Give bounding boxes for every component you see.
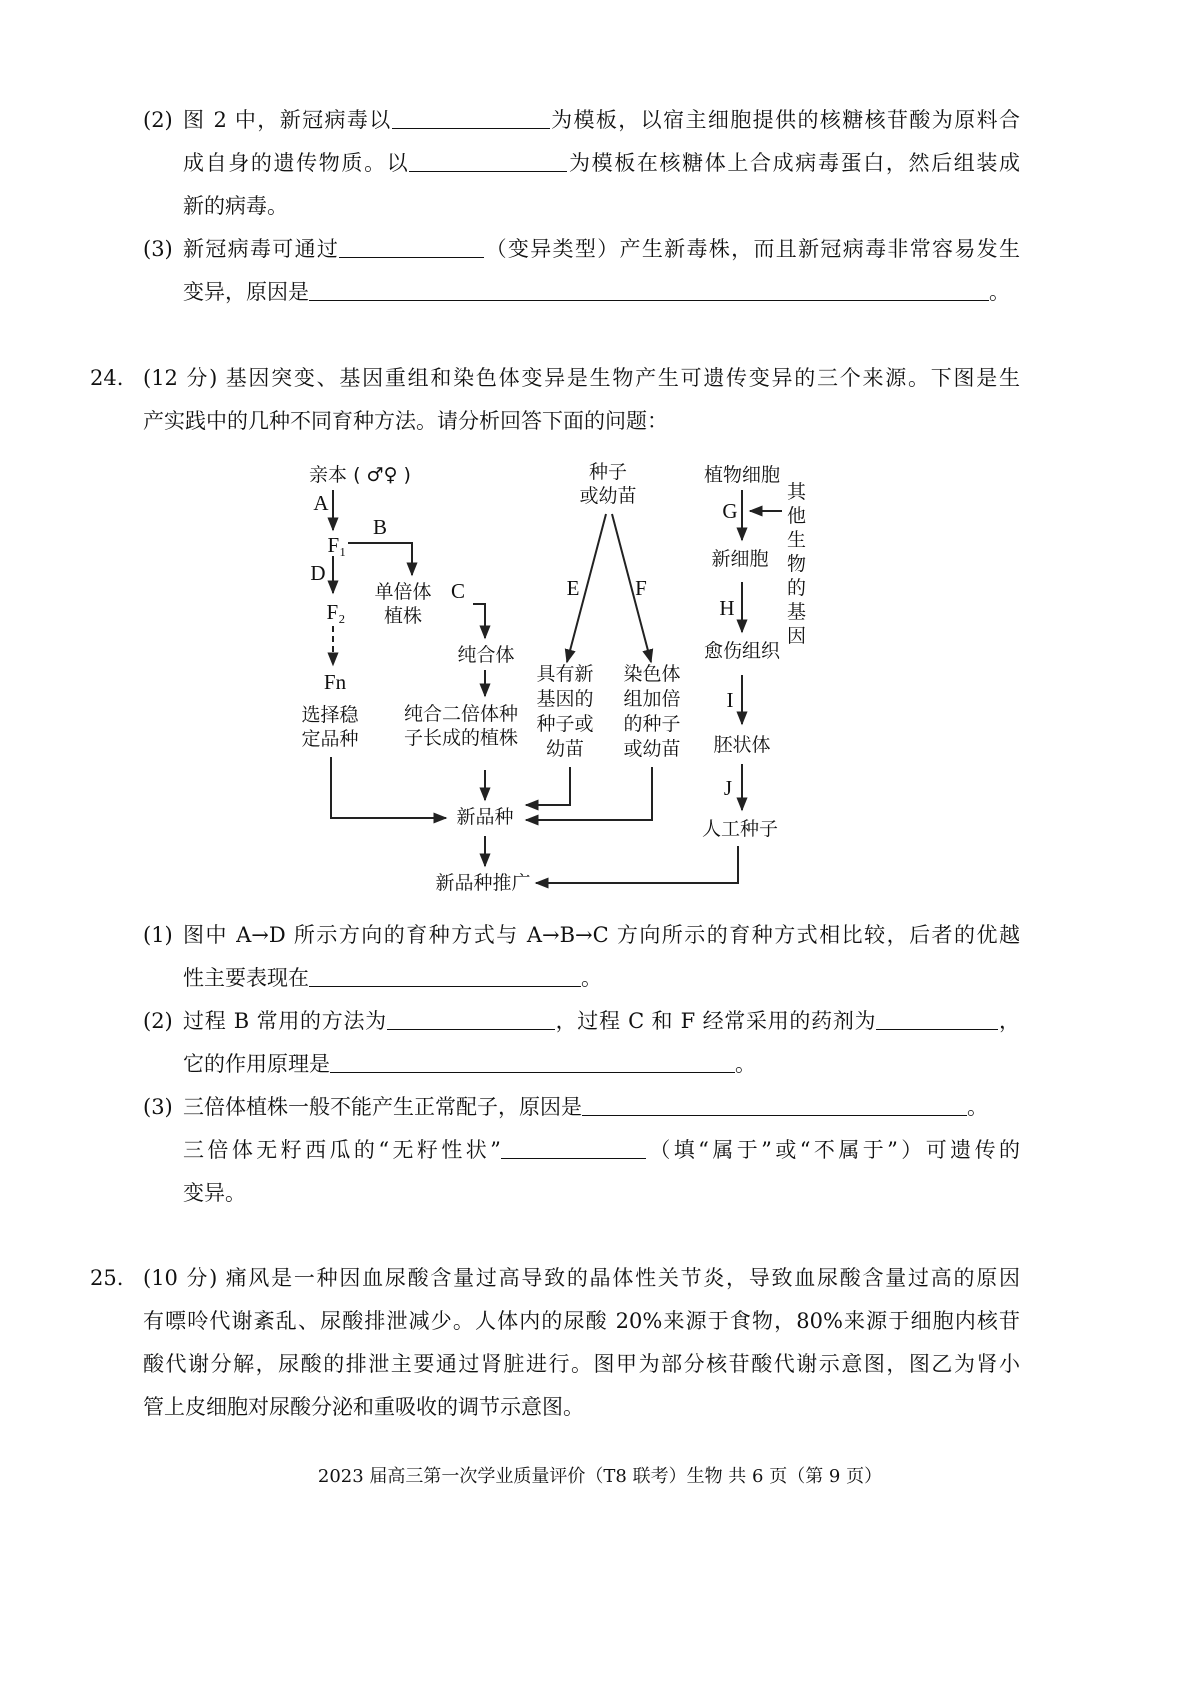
text: 选择稳 bbox=[301, 704, 359, 726]
label-diploid bbox=[404, 702, 518, 750]
page-footer: 2023 届高三第一次学业质量评价（T8 联考）生物 共 6 页（第 9 页） bbox=[317, 1466, 883, 1487]
label-callus: 愈伤组织 bbox=[703, 640, 781, 662]
label-F2: F₂ bbox=[326, 600, 346, 624]
answer-blank[interactable] bbox=[876, 1007, 998, 1030]
text: 幼苗 bbox=[545, 738, 585, 760]
label-F1: F₁ bbox=[327, 533, 347, 557]
text: 定品种 bbox=[301, 728, 359, 750]
text: 的种子 bbox=[623, 713, 681, 735]
text: 三倍体无籽西瓜的“无籽性状” bbox=[183, 1138, 501, 1162]
q24-line-1: (12 分) 基因突变、基因重组和染色体变异是生物产生可遗传变异的三个来源。下图是生 bbox=[143, 366, 1020, 390]
label-seed bbox=[579, 460, 636, 508]
label-embryoid: 胚状体 bbox=[713, 734, 771, 756]
text: 。 bbox=[735, 1052, 756, 1076]
text: 子长成的植株 bbox=[403, 727, 519, 749]
text: 或幼苗 bbox=[579, 485, 637, 507]
text: 基因的 bbox=[536, 688, 594, 710]
label-plant-cell: 植物细胞 bbox=[703, 464, 781, 486]
sub-question-number: (1) bbox=[143, 923, 173, 947]
q24-2-line-2 bbox=[183, 1049, 1020, 1079]
text: 。 bbox=[967, 1095, 988, 1119]
label-select bbox=[301, 703, 358, 751]
text: 植株 bbox=[383, 605, 423, 627]
text: 为模板，以宿主细胞提供的核糖核苷酸为原料合 bbox=[549, 108, 1021, 132]
arrow-newgene bbox=[526, 767, 570, 805]
text: 种子 bbox=[588, 461, 628, 483]
label-artificial-seed: 人工种子 bbox=[701, 818, 779, 840]
text: 染色体 bbox=[623, 663, 681, 685]
label-G: G bbox=[722, 499, 738, 523]
text: ，过程 C 和 F 经常采用的药剂为 bbox=[554, 1009, 877, 1033]
q25-line-3: 酸代谢分解，尿酸的排泄主要通过肾脏进行。图甲为部分核苷酸代谢示意图，图乙为肾小 bbox=[143, 1352, 1020, 1376]
text: 。 bbox=[989, 280, 1010, 304]
question-number: 25. bbox=[90, 1266, 124, 1290]
text: 变异，原因是 bbox=[183, 280, 309, 304]
q24-1-line-1: 图中 A→D 所示方向的育种方式与 A→B→C 方向所示的育种方式相比较，后者的优越 bbox=[183, 923, 1020, 947]
q24-3-line-3: 变异。 bbox=[183, 1181, 246, 1205]
q25-line-1: (10 分) 痛风是一种因血尿酸含量过高导致的晶体性关节炎，导致血尿酸含量过高的原因 bbox=[143, 1266, 1020, 1290]
label-new-cell: 新细胞 bbox=[711, 548, 769, 570]
sub-question-number: (3) bbox=[143, 237, 173, 261]
q25-line-4: 管上皮细胞对尿酸分泌和重吸收的调节示意图。 bbox=[143, 1395, 584, 1419]
sub-question-number: (2) bbox=[143, 1009, 173, 1033]
q24-2-line-1 bbox=[183, 1006, 1020, 1036]
text: 它的作用原理是 bbox=[183, 1052, 330, 1076]
text: 性主要表现在 bbox=[183, 966, 309, 990]
label-E: E bbox=[566, 576, 580, 600]
text: 新冠病毒可通过 bbox=[183, 237, 340, 261]
text: 为模板在核糖体上合成病毒蛋白，然后组装成 bbox=[567, 151, 1021, 175]
label-D: D bbox=[310, 561, 326, 585]
q24-line-2: 产实践中的几种不同育种方法。请分析回答下面的问题： bbox=[143, 409, 668, 433]
label-new-variety: 新品种 bbox=[456, 806, 514, 828]
label-Fn: Fn bbox=[323, 670, 347, 694]
label-haploid bbox=[374, 580, 431, 628]
sub-question-number: (2) bbox=[143, 108, 173, 132]
answer-blank[interactable] bbox=[501, 1136, 646, 1159]
text: 过程 B 常用的方法为 bbox=[183, 1009, 387, 1033]
label-F: F bbox=[635, 576, 647, 600]
arrow-C bbox=[473, 604, 485, 638]
q23-2-line-3: 新的病毒。 bbox=[183, 194, 288, 218]
text: 纯合二倍体种 bbox=[403, 703, 519, 725]
q25-line-2: 有嘌呤代谢紊乱、尿酸排泄减少。人体内的尿酸 20%来源于食物，80%来源于细胞内核苷 bbox=[143, 1309, 1020, 1333]
text: ， bbox=[998, 1009, 1020, 1033]
text: 。 bbox=[581, 966, 602, 990]
q24-3-line-2 bbox=[183, 1135, 1020, 1165]
answer-blank[interactable] bbox=[330, 1050, 735, 1073]
arrow-select bbox=[331, 757, 446, 818]
q24-1-line-2 bbox=[183, 963, 1020, 993]
label-J: J bbox=[723, 776, 733, 800]
text: 三倍体植株一般不能产生正常配子，原因是 bbox=[183, 1095, 582, 1119]
label-I: I bbox=[726, 688, 734, 712]
label-parent: 亲本 ( ♂♀ ) bbox=[309, 464, 411, 486]
text: 组加倍 bbox=[623, 688, 681, 710]
answer-blank[interactable] bbox=[387, 1007, 555, 1030]
label-pure: 纯合体 bbox=[457, 644, 515, 666]
answer-blank[interactable] bbox=[582, 1093, 967, 1116]
label-A: A bbox=[313, 491, 329, 515]
arrow-B bbox=[348, 543, 412, 575]
question-number: 24. bbox=[90, 366, 124, 390]
arrow-artseed bbox=[536, 846, 738, 883]
text: 种子或 bbox=[536, 713, 594, 735]
label-C: C bbox=[450, 579, 466, 603]
text: 图 2 中，新冠病毒以 bbox=[183, 108, 392, 132]
text: 成自身的遗传物质。以 bbox=[183, 151, 410, 175]
label-promote: 新品种推广 bbox=[435, 872, 531, 894]
sub-question-number: (3) bbox=[143, 1095, 173, 1119]
text: （填“属于”或“不属于”）可遗传的 bbox=[645, 1138, 1020, 1162]
text: 具有新 bbox=[536, 663, 594, 685]
text: （变异类型）产生新毒株，而且新冠病毒非常容易发生 bbox=[484, 237, 1021, 261]
label-new-gene bbox=[536, 662, 593, 762]
q24-3-line-1 bbox=[183, 1092, 1020, 1122]
label-H: H bbox=[719, 596, 735, 620]
text: 单倍体 bbox=[374, 581, 432, 603]
arrow-chrom bbox=[526, 767, 652, 820]
answer-blank[interactable] bbox=[309, 964, 581, 987]
label-chromosome bbox=[623, 662, 680, 762]
label-B: B bbox=[372, 515, 388, 539]
text: 或幼苗 bbox=[623, 738, 681, 760]
label-other-gene: 其他生物的基因 bbox=[787, 481, 807, 647]
